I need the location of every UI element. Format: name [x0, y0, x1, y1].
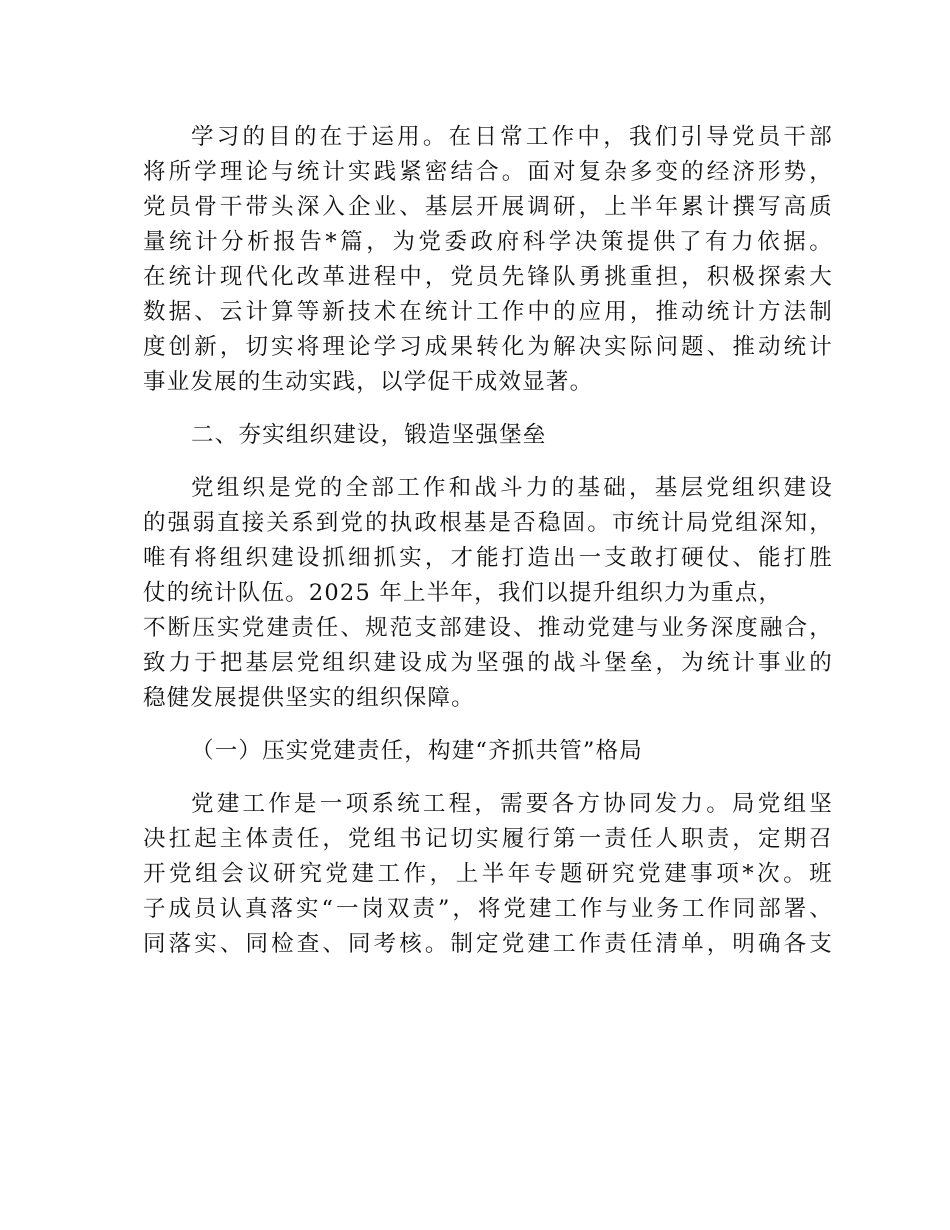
- paragraph-organization-foundation: [143, 471, 833, 716]
- heading-line: （一）压实党建责任，构建“齐抓共管”格局: [191, 738, 644, 764]
- text-line: 度创新，切实将理论学习成果转化为解决实际问题、推动统计: [143, 334, 833, 360]
- text-line: 开党组会议研究党建工作，上半年专题研究党建事项*次。班: [143, 861, 833, 887]
- text-line: 唯有将组织建设抓细抓实，才能打造出一支敢打硬仗、能打胜: [143, 545, 833, 571]
- text-line: 党员骨干带头深入企业、基层开展调研，上半年累计撰写高质: [143, 194, 833, 220]
- text-line: 将所学理论与统计实践紧密结合。面对复杂多变的经济形势，: [143, 159, 833, 185]
- text-line: 稳健发展提供坚实的组织保障。: [143, 685, 475, 711]
- text-line: 党建工作是一项系统工程，需要各方协同发力。局党组坚: [191, 791, 833, 817]
- heading-line: 二、夯实组织建设，锻造坚强堡垒: [191, 422, 547, 448]
- section-heading-organization: [143, 418, 833, 453]
- document-body: [143, 120, 833, 962]
- subsection-heading-responsibility: [143, 734, 833, 769]
- text-line: 子成员认真落实“一岗双责”，将党建工作与业务工作同部署、: [143, 896, 833, 922]
- text-line: 致力于把基层党组织建设成为坚强的战斗堡垒，为统计事业的: [143, 650, 833, 676]
- text-line: 在统计现代化改革进程中，党员先锋队勇挑重担，积极探索大: [143, 264, 833, 290]
- text-line: 仗的统计队伍。2025 年上半年，我们以提升组织力为重点，: [143, 580, 783, 606]
- text-line: 同落实、同检查、同考核。制定党建工作责任清单，明确各支: [143, 931, 833, 957]
- text-line: 决扛起主体责任，党组书记切实履行第一责任人职责，定期召: [143, 826, 833, 852]
- text-line: 的强弱直接关系到党的执政根基是否稳固。市统计局党组深知，: [143, 510, 833, 536]
- paragraph-study-application: [143, 120, 833, 400]
- text-line: 党组织是党的全部工作和战斗力的基础，基层党组织建设: [191, 475, 833, 501]
- text-line: 学习的目的在于运用。在日常工作中，我们引导党员干部: [191, 124, 833, 150]
- text-line: 数据、云计算等新技术在统计工作中的应用，推动统计方法制: [143, 299, 833, 325]
- text-line: 量统计分析报告*篇，为党委政府科学决策提供了有力依据。: [143, 229, 833, 255]
- paragraph-party-building-responsibility: [143, 787, 833, 962]
- text-line: 不断压实党建责任、规范支部建设、推动党建与业务深度融合，: [143, 615, 833, 641]
- text-line: 事业发展的生动实践，以学促干成效显著。: [143, 369, 594, 395]
